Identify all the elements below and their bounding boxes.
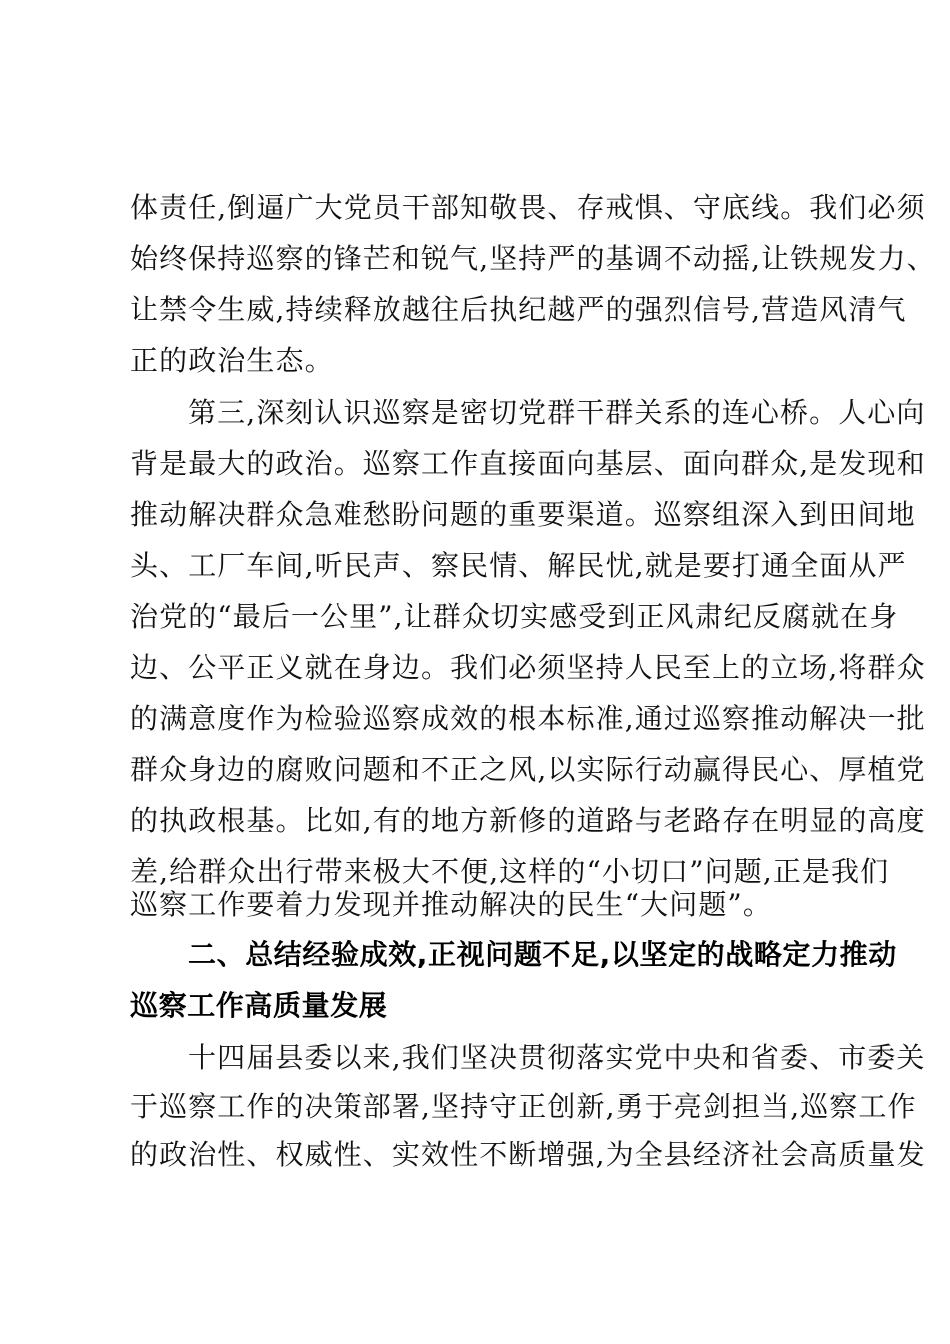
paragraph-2-line-3: 推动解决群众急难愁盼问题的重要渠道。巡察组深入到田间地 [130, 498, 916, 531]
paragraph-2-line-4: 头、工厂车间,听民声、察民情、解民忧,就是要打通全面从严 [130, 549, 907, 582]
paragraph-3-line-2: 于巡察工作的决策部署,坚持守正创新,勇于亮剑担当,巡察工作 [130, 1090, 917, 1123]
section-heading-line-1: 二、总结经验成效,正视问题不足,以坚定的战略定力推动 [188, 938, 897, 971]
paragraph-2-line-7: 的满意度作为检验巡察成效的根本标准,通过巡察推动解决一批 [130, 702, 926, 735]
paragraph-2-line-10: 差,给群众出行带来极大不便,这样的“小切口”问题,正是我们 [130, 855, 890, 888]
paragraph-2-line-2: 背是最大的政治。巡察工作直接面向基层、面向群众,是发现和 [130, 447, 926, 480]
paragraph-1-line-3: 让禁令生威,持续释放越往后执纪越严的强烈信号,营造风清气 [130, 293, 907, 326]
paragraph-1-line-1: 体责任,倒逼广大党员干部知敬畏、存戒惧、守底线。我们必须 [130, 191, 926, 224]
paragraph-1-line-2: 始终保持巡察的锋芒和锐气,坚持严的基调不动摇,让铁规发力、 [130, 242, 936, 275]
section-heading-line-2: 巡察工作高质量发展 [130, 989, 388, 1022]
paragraph-1-line-4: 正的政治生态。 [130, 344, 334, 377]
paragraph-2-line-9: 的执政根基。比如,有的地方新修的道路与老路存在明显的高度 [130, 804, 926, 837]
paragraph-2-line-1: 第三,深刻认识巡察是密切党群干群关系的连心桥。人心向 [188, 396, 926, 429]
paragraph-2-line-6: 边、公平正义就在身边。我们必须坚持人民至上的立场,将群众 [130, 651, 926, 684]
paragraph-2-line-5: 治党的“最后一公里”,让群众切实感受到正风肃纪反腐就在身 [130, 600, 899, 633]
paragraph-2-line-11: 巡察工作要着力发现并推动解决的民生“大问题”。 [130, 888, 772, 921]
paragraph-2-line-8: 群众身边的腐败问题和不正之风,以实际行动赢得民心、厚植党 [130, 753, 926, 786]
paragraph-3-line-1: 十四届县委以来,我们坚决贯彻落实党中央和省委、市委关 [188, 1041, 926, 1074]
paragraph-3-line-3: 的政治性、权威性、实效性不断增强,为全县经济社会高质量发 [130, 1138, 926, 1171]
